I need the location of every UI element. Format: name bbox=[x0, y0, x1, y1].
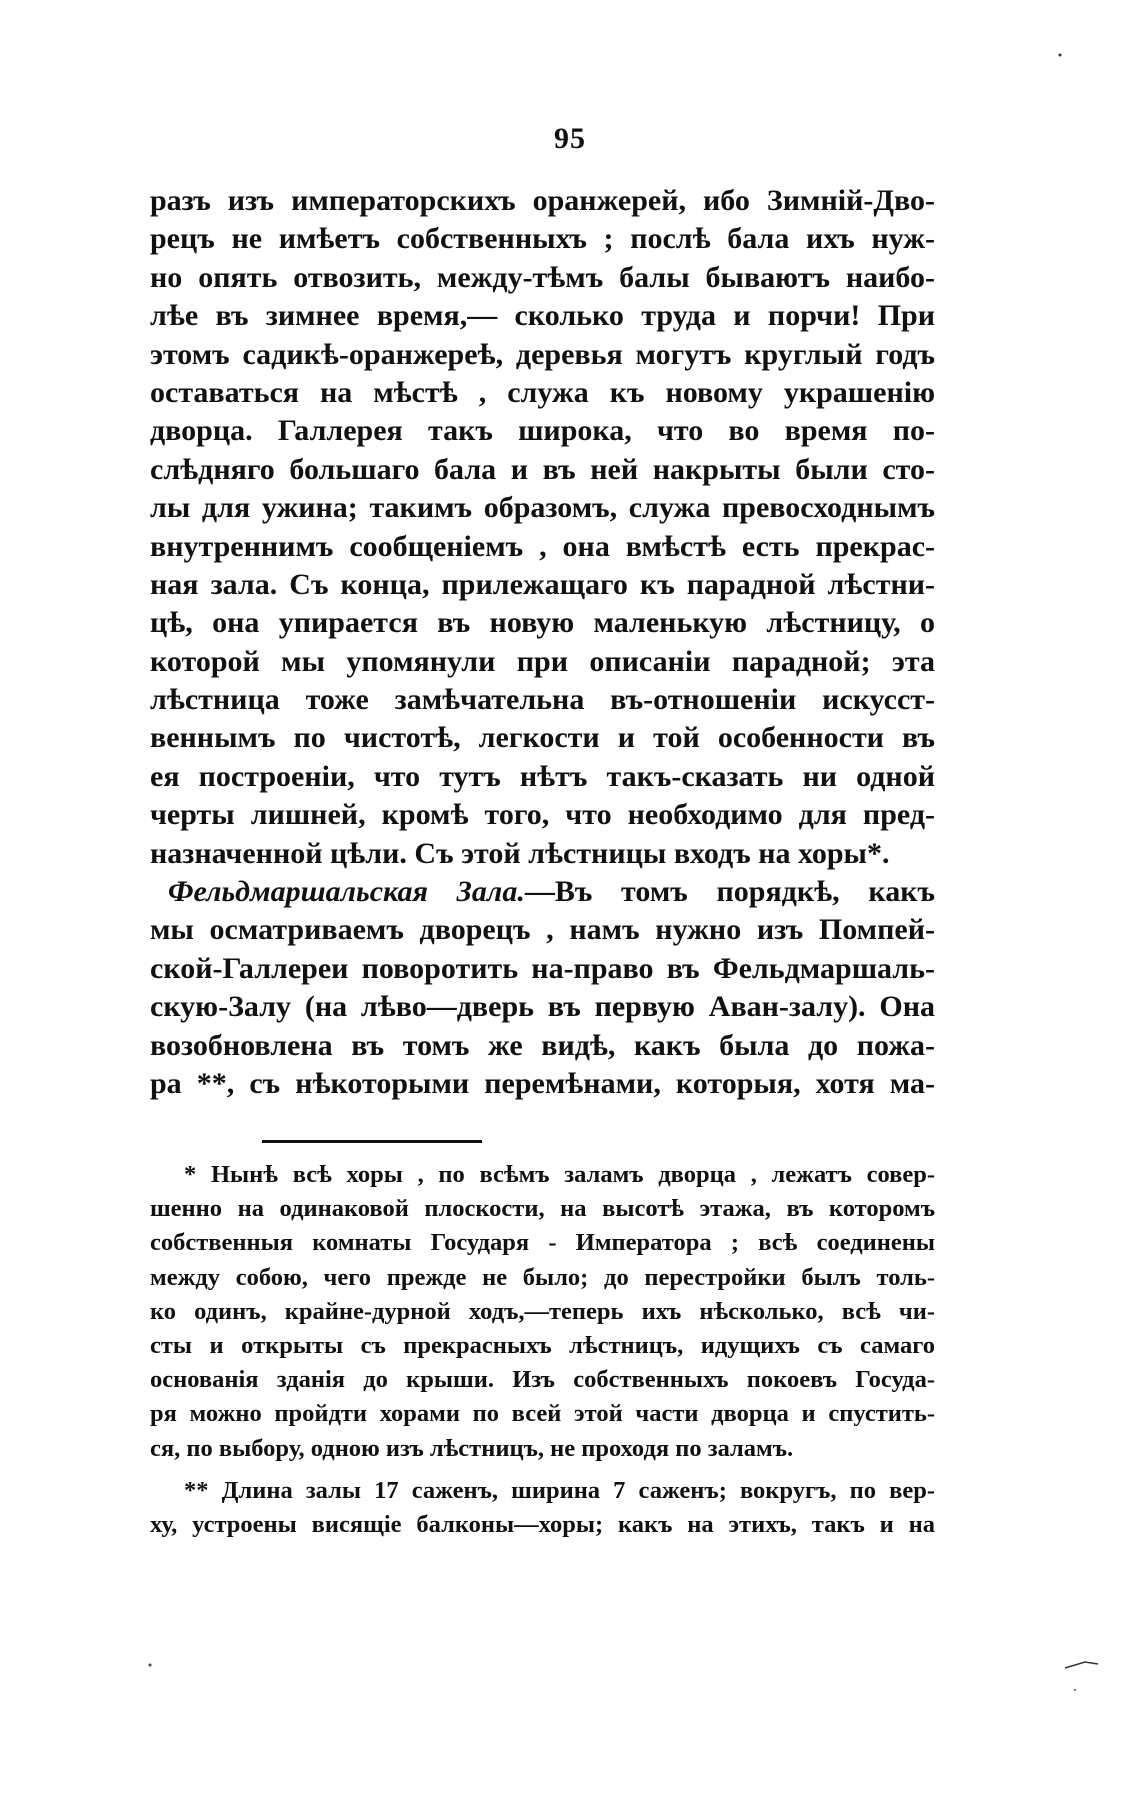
text-line-16: ея построеніи, что тутъ нѣтъ такъ-сказать ни одной bbox=[150, 759, 935, 793]
text-line-6: оставаться на мѣстѣ , служа къ новому украшенію bbox=[150, 375, 935, 409]
footnote-separator-rule bbox=[262, 1140, 482, 1143]
main-text-block bbox=[150, 182, 935, 1103]
text-line-15: веннымъ по чистотѣ, легкости и той особенности въ bbox=[150, 721, 935, 755]
speck-bottom-left bbox=[149, 1664, 152, 1667]
footnote-1-line-9: ся, по выбору, одною изъ лѣстницъ, не проходя по заламъ. bbox=[150, 1434, 794, 1462]
text-line-12: цѣ, она упирается въ новую маленькую лѣстницу, о bbox=[150, 606, 935, 640]
footnote-1-line-3: собственныя комнаты Государя - Императора ; всѣ соединены bbox=[150, 1229, 935, 1257]
text-line-9: лы для ужина; такимъ образомъ, служа превосходнымъ bbox=[150, 491, 935, 525]
footnote-1-line-4: между собою, чего прежде не было; до перестройки былъ толь- bbox=[150, 1263, 935, 1291]
page-number: 95 bbox=[554, 122, 586, 155]
footnote-1-line-6: сты и открыты съ прекрасныхъ лѣстницъ, идущихъ съ самаго bbox=[150, 1331, 935, 1359]
text-line-22: скую-Залу (на лѣво—дверь въ первую Аван-залу). Она bbox=[150, 990, 935, 1024]
footnote-1-line-2: шенно на одинаковой плоскости, на высотѣ этажа, въ которомъ bbox=[150, 1195, 935, 1223]
text-line-3: но опять отвозить, между-тѣмъ балы бываютъ наибо- bbox=[150, 260, 935, 294]
text-line-2: рецъ не имѣетъ собственныхъ ; послѣ бала ихъ нуж- bbox=[150, 222, 935, 256]
text-line-13: которой мы упомянули при описаніи парадной; эта bbox=[150, 644, 935, 678]
footnote-1-line-7: основанія зданія до крыши. Изъ собственныхъ покоевъ Госуда- bbox=[150, 1366, 935, 1394]
footnotes-block bbox=[150, 1158, 935, 1542]
speck-lower-right bbox=[1074, 1689, 1076, 1691]
text-line-20: мы осматриваемъ дворецъ , намъ нужно изъ Помпей- bbox=[150, 913, 935, 947]
footnote-2-line-1: ** Длина залы 17 саженъ, ширина 7 саженъ; вокругъ, по вер- bbox=[184, 1476, 935, 1504]
text-line-4: лѣе въ зимнее время,— сколько труда и порчи! При bbox=[150, 299, 935, 333]
footnote-1-line-1: * Нынѣ всѣ хоры , по всѣмъ заламъ дворца , лежатъ совер- bbox=[184, 1161, 935, 1188]
text-line-7: дворца. Галлерея такъ широка, что во время по- bbox=[150, 414, 935, 448]
text-line-1: разъ изъ императорскихъ оранжерей, ибо Зимній-Дво- bbox=[150, 184, 935, 217]
paragraph-2-first-line-rest: —Въ томъ порядкѣ, какъ bbox=[524, 875, 935, 909]
footnote-1-line-8: ря можно пройдти хорами по всей этой части дворца и спустить- bbox=[150, 1400, 935, 1428]
text-line-18: назначенной цѣли. Съ этой лѣстницы входъ на хоры*. bbox=[150, 836, 890, 870]
paragraph-2-first-line bbox=[150, 873, 935, 911]
text-line-8: слѣдняго большаго бала и въ ней накрыты были сто- bbox=[150, 452, 935, 486]
text-line-24: ра **, съ нѣкоторыми перемѣнами, которыя, хотя ма- bbox=[150, 1066, 935, 1100]
text-line-17: черты лишней, кромѣ того, что необходимо для пред- bbox=[150, 798, 935, 832]
text-line-10: внутреннимъ сообщеніемъ , она вмѣстѣ есть прекрас- bbox=[150, 529, 935, 563]
section-heading-italic: Фельдмаршальская Зала. bbox=[168, 875, 525, 909]
text-line-23: возобновлена въ томъ же видѣ, какъ была до пожа- bbox=[150, 1028, 935, 1062]
text-line-5: этомъ садикѣ-оранжереѣ, деревья могутъ круглый годъ bbox=[150, 337, 935, 371]
text-line-11: ная зала. Съ конца, прилежащаго къ парадной лѣстни- bbox=[150, 567, 935, 601]
footnote-2-line-2: ху, устроены висящіе балконы—хоры; какъ на этихъ, такъ и на bbox=[150, 1510, 935, 1538]
speck-bottom-right-mark bbox=[1065, 1662, 1098, 1668]
text-line-21: ской-Галлереи поворотить на-право въ Фельдмаршаль- bbox=[150, 951, 935, 985]
speck-top-right bbox=[1059, 54, 1062, 57]
footnote-1-line-5: ко одинъ, крайне-дурной ходъ,—теперь ихъ нѣсколько, всѣ чи- bbox=[150, 1297, 935, 1325]
text-line-14: лѣстница тоже замѣчательна въ-отношеніи искусст- bbox=[150, 683, 935, 717]
footnote-gap bbox=[150, 1466, 935, 1474]
